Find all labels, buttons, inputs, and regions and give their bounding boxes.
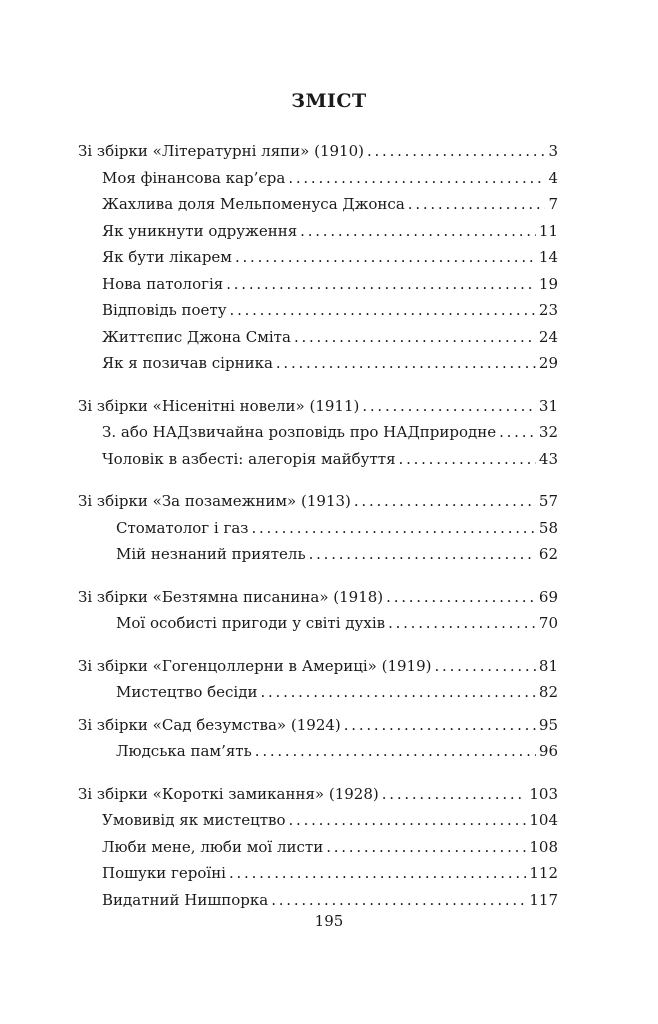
toc-page-number: 112	[529, 864, 558, 882]
toc-entry-label: Як я позичав сірника	[102, 354, 273, 372]
toc-heading-entry	[78, 584, 558, 611]
toc-heading-entry	[78, 653, 558, 680]
toc-entry-label: Люби мене, люби мої листи	[102, 837, 324, 856]
toc-entry-label: Стоматолог і газ	[116, 518, 249, 537]
dot-leader	[386, 584, 536, 610]
toc-page-number: 70	[538, 614, 558, 632]
toc-group	[78, 488, 558, 568]
toc-page-number: 24	[538, 327, 558, 346]
toc-page-number: 96	[538, 742, 558, 760]
toc-group	[78, 393, 558, 473]
toc-heading-label: Зі збірки «Літературні ляпи» (1910)	[78, 142, 364, 160]
dot-leader	[408, 191, 546, 217]
dot-leader	[367, 138, 545, 164]
dot-leader	[271, 887, 526, 913]
dot-leader	[344, 712, 536, 738]
toc-entry-label: Пошуки героїні	[102, 864, 226, 882]
toc-page-number: 57	[538, 492, 558, 510]
toc-page-number: 4	[548, 168, 558, 187]
dot-leader	[435, 653, 536, 679]
toc-page-number: 103	[529, 784, 558, 803]
dot-leader	[255, 738, 536, 764]
dot-leader	[229, 860, 526, 886]
dot-leader	[382, 781, 527, 807]
toc-entry-label: Чоловік в азбесті: алегорія майбуття	[102, 449, 396, 468]
toc-heading-label: Зі збірки «Сад безумства» (1924)	[78, 715, 341, 734]
toc-group	[78, 653, 558, 706]
toc-heading-entry	[78, 488, 558, 515]
toc-entry-label: Жахлива доля Мельпоменуса Джонса	[102, 195, 405, 213]
toc-heading-label: Зі збірки «Безтямна писанина» (1918)	[78, 587, 384, 606]
toc-heading-entry	[78, 138, 558, 165]
toc-page-number: 117	[529, 890, 558, 909]
toc-entry	[78, 679, 558, 706]
toc-heading-label: Зі збірки «Нісенітні новели» (1911)	[78, 396, 360, 415]
toc-page-number: 3	[548, 142, 558, 160]
toc-entry-label: Людська пам’ять	[116, 742, 252, 760]
toc-entry	[78, 541, 558, 568]
dot-leader	[276, 350, 536, 376]
toc-entry-label: Відповідь поету	[102, 301, 227, 319]
toc-entry-label: Умовивід як мистецтво	[102, 811, 286, 829]
toc-entry	[78, 297, 558, 324]
toc-group	[78, 584, 558, 637]
toc-page-number: 104	[529, 811, 558, 829]
toc-page-number: 43	[538, 449, 558, 468]
toc-entry	[78, 515, 558, 542]
page-title: ЗМІСТ	[291, 90, 367, 112]
toc-entry	[78, 350, 558, 377]
toc-entry-label: Моя фінансова кар’єра	[102, 168, 286, 187]
toc-entry	[78, 887, 558, 914]
toc-entry-label: Мій незнаний приятель	[116, 545, 306, 563]
toc-page-number: 7	[548, 195, 558, 213]
toc-page-number: 31	[538, 396, 558, 415]
toc-entry	[78, 324, 558, 351]
toc-entry-label: Життєпис Джона Сміта	[102, 327, 291, 346]
toc-entry-label: Видатний Нишпорка	[102, 890, 269, 909]
page-footer-number: 195	[314, 912, 344, 930]
toc-page-number: 19	[538, 274, 558, 293]
toc-page-number: 58	[538, 518, 558, 537]
toc-entry	[78, 191, 558, 218]
toc-group	[78, 138, 558, 377]
toc-entry-label: Мої особисті пригоди у світі духів	[116, 614, 386, 632]
toc-entry-label: Мистецтво бесіди	[116, 683, 258, 701]
dot-leader	[354, 488, 536, 514]
dot-leader	[326, 834, 526, 860]
dot-leader	[288, 165, 545, 191]
toc-entry	[78, 165, 558, 192]
dot-leader	[260, 679, 535, 705]
toc-heading-entry	[78, 712, 558, 739]
dot-leader	[235, 244, 536, 270]
dot-leader	[226, 271, 536, 297]
toc-entry	[78, 446, 558, 473]
toc-entry-label: Як уникнути одруження	[102, 221, 298, 240]
toc-group	[78, 781, 558, 914]
toc-heading-entry	[78, 781, 558, 808]
dot-leader	[294, 324, 536, 350]
dot-leader	[230, 297, 536, 323]
dot-leader	[499, 419, 536, 445]
toc-heading-label: Зі збірки «Гогенцоллерни в Америці» (1919)	[78, 656, 432, 675]
toc-page-number: 95	[538, 715, 558, 734]
dot-leader	[309, 541, 536, 567]
toc-page-number: 108	[529, 837, 558, 856]
toc-entry-label: Нова патологія	[102, 274, 224, 293]
toc-page-number: 62	[538, 545, 558, 563]
dot-leader	[362, 393, 536, 419]
toc-page-number: 29	[538, 354, 558, 372]
toc-heading-entry	[78, 393, 558, 420]
toc-entry	[78, 834, 558, 861]
dot-leader	[399, 446, 536, 472]
toc-page-number: 23	[538, 301, 558, 319]
toc-entry	[78, 244, 558, 271]
toc-page-number: 69	[538, 587, 558, 606]
toc-entry	[78, 271, 558, 298]
toc-heading-label: Зі збірки «Короткі замикання» (1928)	[78, 784, 379, 803]
toc-entry	[78, 610, 558, 637]
dot-leader	[388, 610, 536, 636]
toc-entry	[78, 419, 558, 446]
table-of-contents	[78, 138, 558, 929]
toc-entry	[78, 218, 558, 245]
toc-page-number: 11	[538, 221, 558, 240]
toc-entry	[78, 807, 558, 834]
dot-leader	[251, 515, 535, 541]
toc-page-number: 82	[538, 683, 558, 701]
toc-entry-label: Як бути лікарем	[102, 248, 232, 266]
toc-heading-label: Зі збірки «За позамежним» (1913)	[78, 492, 351, 510]
toc-page-number: 32	[538, 423, 558, 441]
dot-leader	[300, 218, 536, 244]
toc-entry-label: З. або НАДзвичайна розповідь про НАДприродне	[102, 423, 497, 441]
toc-entry	[78, 738, 558, 765]
toc-group	[78, 712, 558, 765]
dot-leader	[289, 807, 527, 833]
toc-entry	[78, 860, 558, 887]
toc-page-number: 14	[538, 248, 558, 266]
toc-page-number: 81	[538, 656, 558, 675]
